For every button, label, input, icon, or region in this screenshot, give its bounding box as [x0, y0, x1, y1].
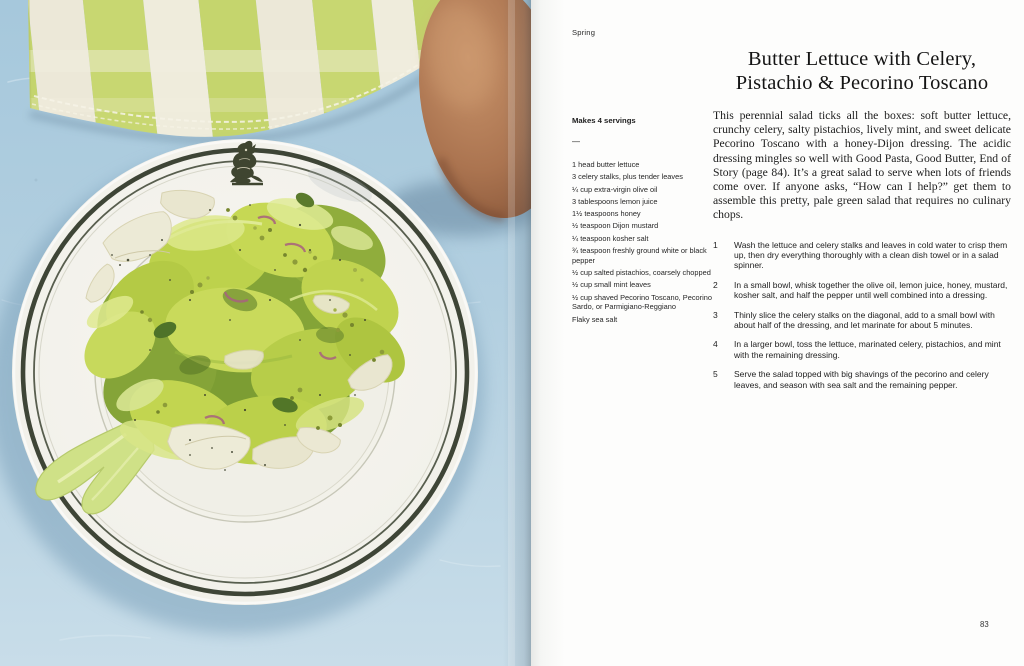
step-text: In a small bowl, whisk together the olive oil, lemon juice, honey, mustard, kosher salt, and half the pepper until well combined into a dressing.	[734, 279, 1008, 301]
servings-label: Makes 4 servings	[572, 116, 636, 125]
recipe-page	[531, 0, 1024, 666]
recipe-step	[713, 310, 1011, 331]
ingredient-item: Flaky sea salt	[572, 314, 618, 324]
ingredient-item: ¼ cup extra-virgin olive oil	[572, 184, 658, 194]
page-number: 83	[980, 620, 989, 629]
step-number: 4	[713, 339, 718, 350]
recipe-steps	[713, 240, 1011, 390]
step-text: Wash the lettuce and celery stalks and leaves in cold water to crisp them up, then dry everything thoroughly with a clean dish towel or in a salad spinner.	[734, 239, 1008, 271]
ingredient-item: ½ cup shaved Pecorino Toscano, Pecorino Sardo, or Parmigiano-Reggiano	[572, 292, 712, 312]
step-number: 2	[713, 279, 718, 290]
recipe-step	[713, 339, 1011, 360]
ingredients-column	[572, 116, 714, 327]
step-number: 5	[713, 369, 718, 380]
ingredient-item: ½ cup salted pistachios, coarsely chopped	[572, 268, 711, 278]
ingredient-item: ¼ teaspoon kosher salt	[572, 233, 649, 243]
recipe-title-line1: Butter Lettuce with Celery,	[747, 48, 977, 70]
recipe-step	[713, 280, 1011, 301]
recipe-title	[713, 48, 1011, 95]
step-text: In a larger bowl, toss the lettuce, marinated celery, pistachios, and mint with the remaining dressing.	[734, 339, 1001, 360]
ingredient-item: ¾ teaspoon freshly ground white or black pepper	[572, 246, 707, 265]
step-text: Thinly slice the celery stalks on the diagonal, add to a small bowl with about half of the dressing, and let marinate for about 5 minutes.	[734, 309, 995, 331]
ingredients-list	[572, 160, 714, 324]
ingredient-item: 3 celery stalks, plus tender leaves	[572, 172, 683, 182]
ingredient-item: 1½ teaspoons honey	[572, 209, 641, 219]
ingredient-item: 3 tablespoons lemon juice	[572, 196, 658, 206]
step-text: Serve the salad topped with big shavings of the pecorino and celery leaves, and season with sea salt and the remaining pepper.	[734, 369, 989, 390]
recipe-main-column	[713, 48, 1011, 399]
recipe-step	[713, 369, 1011, 390]
recipe-step	[713, 240, 1011, 271]
recipe-title-line2: Pistachio & Pecorino Toscano	[735, 71, 989, 94]
recipe-intro: This perennial salad ticks all the boxes: soft butter lettuce, crunchy celery, salty pistachios, lively mint, and sweet delicate Pecorino Toscano with a honey-Dijon dressing. The acidic dressing mingles so well with Good Pasta, Good Butter, End of Story (page 84). It’s a great salad to serve when lots of friends come over. If anyone asks, “How can I help?” get them to assemble this pretty, pale green salad that requires no culinary chops.	[713, 109, 1011, 222]
step-number: 1	[713, 239, 718, 250]
ingredient-item: ½ cup small mint leaves	[572, 280, 651, 290]
step-number: 3	[713, 309, 718, 320]
ingredients-divider: —	[572, 137, 580, 146]
ingredient-item: ½ teaspoon Dijon mustard	[572, 221, 659, 231]
ingredient-item: 1 head butter lettuce	[572, 160, 640, 169]
gutter-shadow	[503, 0, 531, 666]
running-head: Spring	[572, 28, 596, 37]
